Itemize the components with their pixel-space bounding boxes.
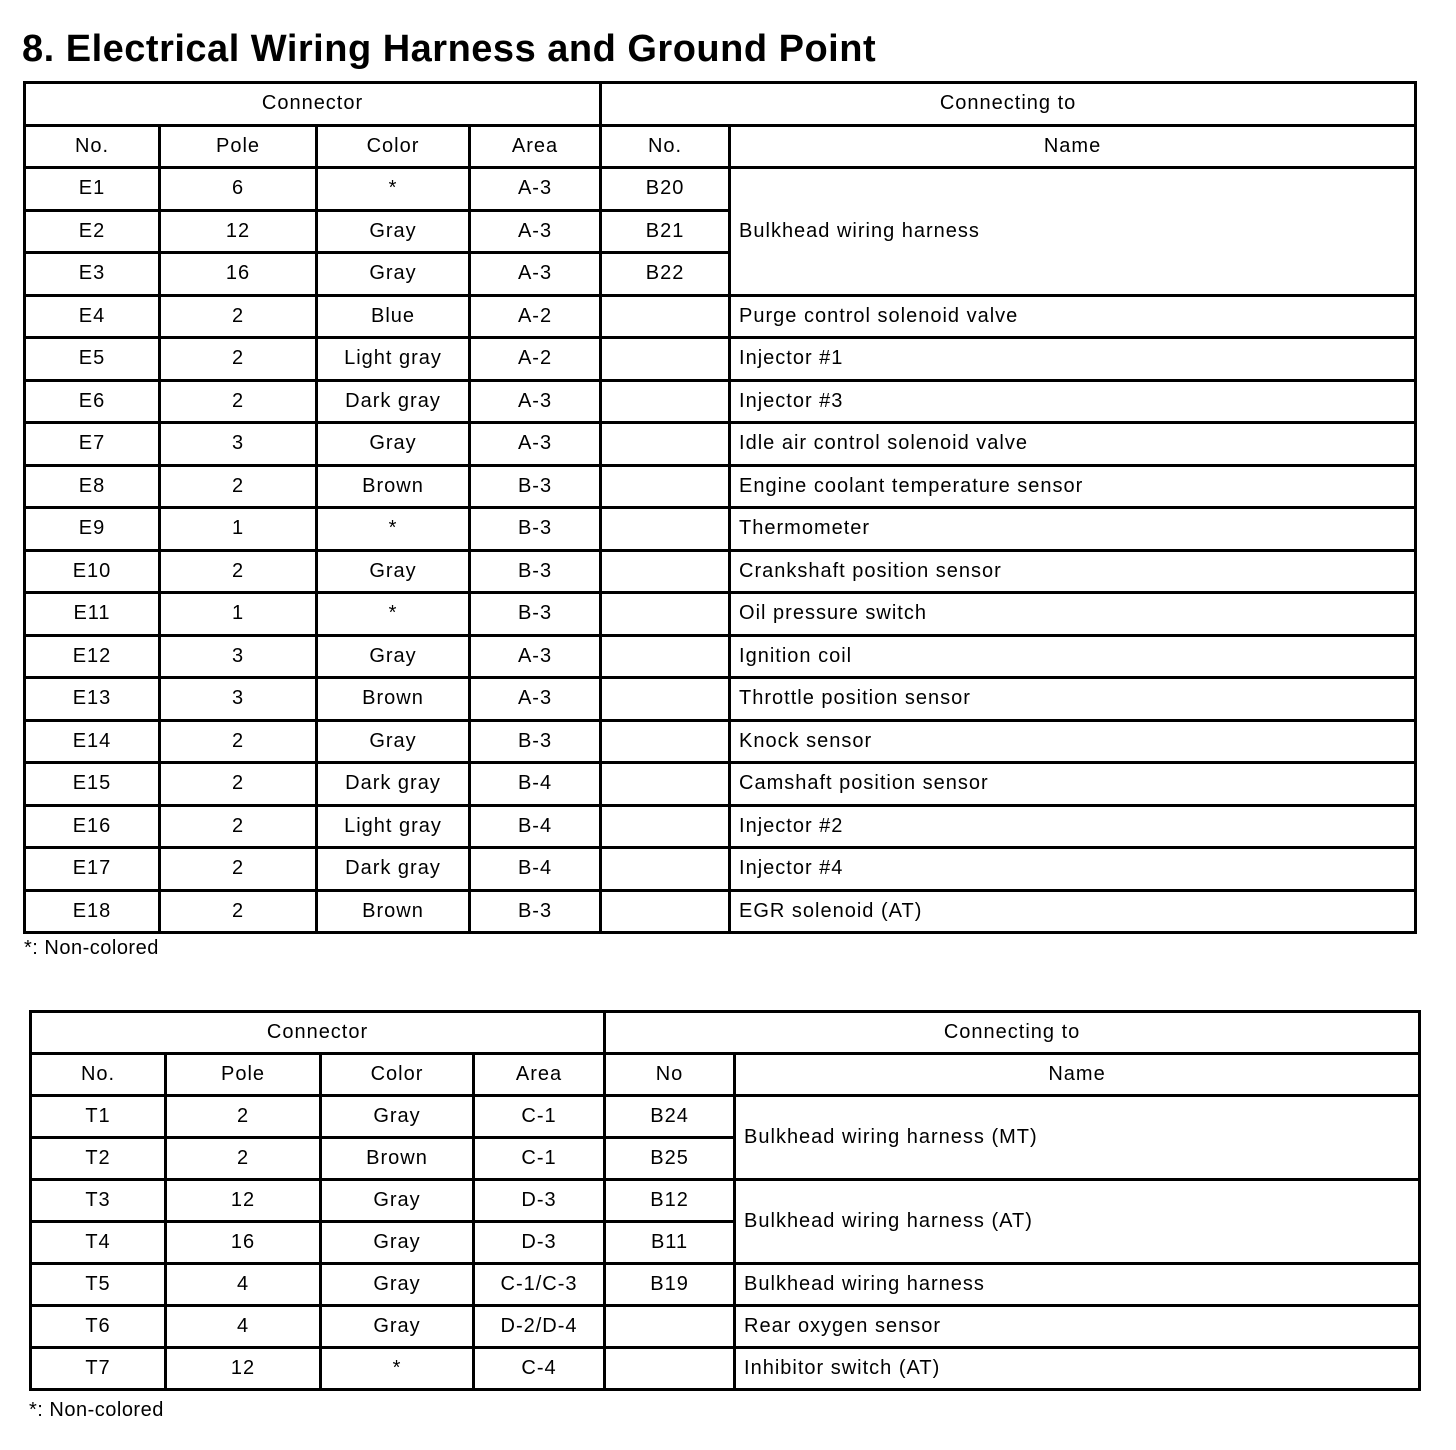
cell-no: T6 bbox=[31, 1306, 166, 1348]
cell-no: E5 bbox=[25, 338, 160, 381]
cell-color: Gray bbox=[321, 1180, 474, 1222]
cell-color: Brown bbox=[317, 678, 470, 721]
column-header-row bbox=[25, 125, 1416, 168]
cell-name: Rear oxygen sensor bbox=[735, 1306, 1420, 1348]
cell-pole: 12 bbox=[166, 1348, 321, 1390]
table-row bbox=[25, 465, 1416, 508]
cell-color: Gray bbox=[317, 550, 470, 593]
cell-no: E14 bbox=[25, 720, 160, 763]
cell-no: T5 bbox=[31, 1264, 166, 1306]
table-row bbox=[25, 890, 1416, 933]
cell-name: Purge control solenoid valve bbox=[730, 295, 1416, 338]
cell-no: E15 bbox=[25, 763, 160, 806]
cell-no: E8 bbox=[25, 465, 160, 508]
column-header-name: Name bbox=[735, 1054, 1420, 1096]
connecting-to-group-header: Connecting to bbox=[601, 83, 1416, 126]
cell-area: C-1/C-3 bbox=[474, 1264, 605, 1306]
table-row bbox=[25, 550, 1416, 593]
cell-pole: 4 bbox=[166, 1264, 321, 1306]
cell-name: Ignition coil bbox=[730, 635, 1416, 678]
column-header-color: Color bbox=[321, 1054, 474, 1096]
cell-color: Light gray bbox=[317, 805, 470, 848]
table-row bbox=[25, 805, 1416, 848]
table-row bbox=[31, 1264, 1420, 1306]
cell-connecting-no: B11 bbox=[605, 1222, 735, 1264]
cell-pole: 2 bbox=[160, 848, 317, 891]
cell-name: Injector #3 bbox=[730, 380, 1416, 423]
cell-name: Injector #1 bbox=[730, 338, 1416, 381]
cell-area: B-3 bbox=[470, 465, 601, 508]
cell-area: A-3 bbox=[470, 635, 601, 678]
cell-name: Thermometer bbox=[730, 508, 1416, 551]
column-header-row bbox=[31, 1054, 1420, 1096]
cell-name: Bulkhead wiring harness bbox=[735, 1264, 1420, 1306]
cell-connecting-no: B12 bbox=[605, 1180, 735, 1222]
cell-area: C-1 bbox=[474, 1096, 605, 1138]
cell-area: B-3 bbox=[470, 550, 601, 593]
table-row bbox=[25, 635, 1416, 678]
cell-color: Gray bbox=[321, 1264, 474, 1306]
cell-pole: 2 bbox=[160, 380, 317, 423]
cell-color: Gray bbox=[317, 423, 470, 466]
cell-no: E17 bbox=[25, 848, 160, 891]
cell-connecting-no: B25 bbox=[605, 1138, 735, 1180]
cell-name: EGR solenoid (AT) bbox=[730, 890, 1416, 933]
cell-pole: 3 bbox=[160, 635, 317, 678]
cell-no: T2 bbox=[31, 1138, 166, 1180]
cell-area: B-4 bbox=[470, 763, 601, 806]
cell-connecting-no bbox=[601, 508, 730, 551]
cell-pole: 1 bbox=[160, 593, 317, 636]
cell-area: A-3 bbox=[470, 253, 601, 296]
cell-area: A-3 bbox=[470, 210, 601, 253]
cell-pole: 2 bbox=[160, 763, 317, 806]
table-row bbox=[25, 168, 1416, 211]
table-row bbox=[25, 295, 1416, 338]
cell-no: E13 bbox=[25, 678, 160, 721]
cell-connecting-no bbox=[601, 423, 730, 466]
cell-connecting-no: B19 bbox=[605, 1264, 735, 1306]
cell-name: Knock sensor bbox=[730, 720, 1416, 763]
cell-connecting-no bbox=[601, 678, 730, 721]
t-connector-table bbox=[29, 1010, 1421, 1391]
cell-no: E18 bbox=[25, 890, 160, 933]
cell-area: A-3 bbox=[470, 380, 601, 423]
cell-area: B-3 bbox=[470, 593, 601, 636]
table-row bbox=[31, 1180, 1420, 1222]
table-row bbox=[31, 1348, 1420, 1390]
cell-name: Inhibitor switch (AT) bbox=[735, 1348, 1420, 1390]
cell-name: Idle air control solenoid valve bbox=[730, 423, 1416, 466]
cell-no: T1 bbox=[31, 1096, 166, 1138]
cell-name: Injector #4 bbox=[730, 848, 1416, 891]
table-row bbox=[25, 423, 1416, 466]
cell-area: A-2 bbox=[470, 295, 601, 338]
cell-color: Gray bbox=[317, 210, 470, 253]
cell-pole: 2 bbox=[166, 1138, 321, 1180]
cell-area: A-3 bbox=[470, 678, 601, 721]
cell-color: Dark gray bbox=[317, 848, 470, 891]
cell-color: Light gray bbox=[317, 338, 470, 381]
cell-no: E12 bbox=[25, 635, 160, 678]
cell-no: E1 bbox=[25, 168, 160, 211]
cell-pole: 6 bbox=[160, 168, 317, 211]
cell-name: Injector #2 bbox=[730, 805, 1416, 848]
page-title: 8. Electrical Wiring Harness and Ground Point bbox=[22, 28, 877, 70]
footnote-non-colored: *: Non-colored bbox=[29, 1399, 164, 1421]
connecting-to-group-header: Connecting to bbox=[605, 1012, 1420, 1054]
cell-color: Gray bbox=[321, 1096, 474, 1138]
cell-color: Brown bbox=[317, 890, 470, 933]
cell-pole: 16 bbox=[160, 253, 317, 296]
cell-connecting-no bbox=[601, 295, 730, 338]
column-header-area: Area bbox=[474, 1054, 605, 1096]
cell-connecting-no bbox=[601, 848, 730, 891]
cell-connecting-no bbox=[601, 593, 730, 636]
cell-area: A-3 bbox=[470, 423, 601, 466]
cell-pole: 2 bbox=[166, 1096, 321, 1138]
cell-color: Gray bbox=[317, 635, 470, 678]
cell-name: Engine coolant temperature sensor bbox=[730, 465, 1416, 508]
table-row bbox=[31, 1306, 1420, 1348]
cell-color: Dark gray bbox=[317, 380, 470, 423]
e-connector-table bbox=[23, 81, 1417, 934]
cell-name: Bulkhead wiring harness (AT) bbox=[735, 1180, 1420, 1264]
cell-no: E6 bbox=[25, 380, 160, 423]
cell-area: B-3 bbox=[470, 890, 601, 933]
cell-area: D-3 bbox=[474, 1222, 605, 1264]
column-header-pole: Pole bbox=[160, 125, 317, 168]
cell-name: Bulkhead wiring harness bbox=[730, 168, 1416, 296]
cell-area: B-4 bbox=[470, 848, 601, 891]
table-row bbox=[25, 720, 1416, 763]
footnote-non-colored: *: Non-colored bbox=[24, 937, 159, 959]
table-row bbox=[25, 678, 1416, 721]
cell-no: E4 bbox=[25, 295, 160, 338]
cell-area: A-3 bbox=[470, 168, 601, 211]
cell-pole: 2 bbox=[160, 465, 317, 508]
cell-area: B-4 bbox=[470, 805, 601, 848]
cell-no: E7 bbox=[25, 423, 160, 466]
cell-connecting-no bbox=[601, 465, 730, 508]
column-header-name: Name bbox=[730, 125, 1416, 168]
cell-name: Throttle position sensor bbox=[730, 678, 1416, 721]
cell-connecting-no bbox=[601, 763, 730, 806]
column-header-connecting-no: No. bbox=[601, 125, 730, 168]
cell-pole: 2 bbox=[160, 338, 317, 381]
cell-area: D-3 bbox=[474, 1180, 605, 1222]
column-header-no: No. bbox=[25, 125, 160, 168]
cell-color: * bbox=[317, 593, 470, 636]
cell-area: A-2 bbox=[470, 338, 601, 381]
cell-pole: 16 bbox=[166, 1222, 321, 1264]
cell-area: C-4 bbox=[474, 1348, 605, 1390]
cell-color: Dark gray bbox=[317, 763, 470, 806]
cell-pole: 12 bbox=[160, 210, 317, 253]
cell-no: T7 bbox=[31, 1348, 166, 1390]
table-row bbox=[25, 380, 1416, 423]
cell-no: E9 bbox=[25, 508, 160, 551]
cell-connecting-no: B21 bbox=[601, 210, 730, 253]
table-row bbox=[31, 1096, 1420, 1138]
group-header-row bbox=[31, 1012, 1420, 1054]
column-header-no: No. bbox=[31, 1054, 166, 1096]
cell-pole: 12 bbox=[166, 1180, 321, 1222]
table-row bbox=[25, 848, 1416, 891]
cell-no: E3 bbox=[25, 253, 160, 296]
cell-pole: 2 bbox=[160, 890, 317, 933]
cell-color: Brown bbox=[321, 1138, 474, 1180]
table-row bbox=[25, 763, 1416, 806]
column-header-area: Area bbox=[470, 125, 601, 168]
cell-no: T3 bbox=[31, 1180, 166, 1222]
cell-connecting-no bbox=[601, 890, 730, 933]
table-row bbox=[25, 338, 1416, 381]
cell-connecting-no: B24 bbox=[605, 1096, 735, 1138]
cell-area: B-3 bbox=[470, 508, 601, 551]
cell-name: Crankshaft position sensor bbox=[730, 550, 1416, 593]
cell-area: C-1 bbox=[474, 1138, 605, 1180]
cell-name: Bulkhead wiring harness (MT) bbox=[735, 1096, 1420, 1180]
column-header-connecting-no: No bbox=[605, 1054, 735, 1096]
cell-color: Gray bbox=[317, 253, 470, 296]
cell-connecting-no bbox=[601, 380, 730, 423]
cell-name: Camshaft position sensor bbox=[730, 763, 1416, 806]
cell-connecting-no bbox=[601, 805, 730, 848]
cell-connecting-no bbox=[605, 1306, 735, 1348]
cell-connecting-no bbox=[601, 338, 730, 381]
cell-color: Gray bbox=[321, 1306, 474, 1348]
table-row bbox=[25, 508, 1416, 551]
cell-pole: 3 bbox=[160, 678, 317, 721]
cell-no: E11 bbox=[25, 593, 160, 636]
column-header-color: Color bbox=[317, 125, 470, 168]
cell-connecting-no bbox=[601, 550, 730, 593]
cell-color: * bbox=[317, 168, 470, 211]
cell-area: D-2/D-4 bbox=[474, 1306, 605, 1348]
connector-group-header: Connector bbox=[25, 83, 601, 126]
cell-color: Gray bbox=[321, 1222, 474, 1264]
cell-color: Blue bbox=[317, 295, 470, 338]
cell-pole: 2 bbox=[160, 550, 317, 593]
cell-no: E2 bbox=[25, 210, 160, 253]
cell-connecting-no bbox=[601, 720, 730, 763]
table-row bbox=[25, 593, 1416, 636]
cell-color: * bbox=[321, 1348, 474, 1390]
cell-connecting-no bbox=[605, 1348, 735, 1390]
cell-pole: 2 bbox=[160, 720, 317, 763]
cell-connecting-no bbox=[601, 635, 730, 678]
cell-no: E16 bbox=[25, 805, 160, 848]
cell-pole: 4 bbox=[166, 1306, 321, 1348]
cell-color: Gray bbox=[317, 720, 470, 763]
cell-color: * bbox=[317, 508, 470, 551]
cell-pole: 1 bbox=[160, 508, 317, 551]
cell-connecting-no: B20 bbox=[601, 168, 730, 211]
column-header-pole: Pole bbox=[166, 1054, 321, 1096]
cell-name: Oil pressure switch bbox=[730, 593, 1416, 636]
cell-pole: 2 bbox=[160, 295, 317, 338]
group-header-row bbox=[25, 83, 1416, 126]
cell-color: Brown bbox=[317, 465, 470, 508]
cell-connecting-no: B22 bbox=[601, 253, 730, 296]
connector-group-header: Connector bbox=[31, 1012, 605, 1054]
cell-pole: 3 bbox=[160, 423, 317, 466]
cell-area: B-3 bbox=[470, 720, 601, 763]
cell-no: E10 bbox=[25, 550, 160, 593]
cell-pole: 2 bbox=[160, 805, 317, 848]
cell-no: T4 bbox=[31, 1222, 166, 1264]
